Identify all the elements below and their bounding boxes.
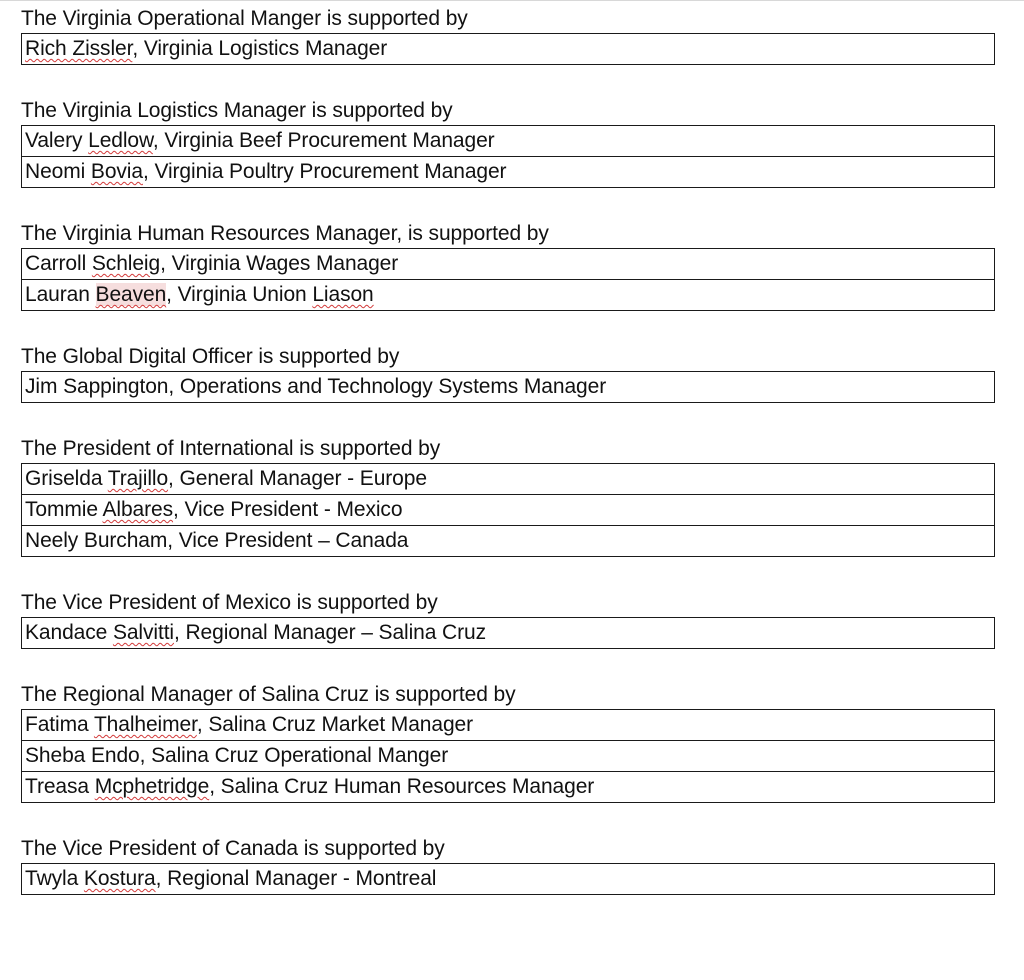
section-heading: The Vice President of Mexico is supported by	[21, 591, 438, 614]
person-role: Regional Manager - Montreal	[167, 867, 437, 890]
person-name: Trajillo	[107, 467, 169, 490]
section-vp-canada	[21, 835, 995, 895]
table-row	[22, 464, 995, 495]
section-heading: The Virginia Logistics Manager is supported by	[21, 99, 453, 122]
section-heading: The Vice President of Canada is supported by	[21, 837, 445, 860]
table-row	[22, 618, 995, 649]
person-name-first: Fatima	[25, 713, 94, 736]
section-heading: The President of International is supported by	[21, 437, 441, 460]
section-president-international	[21, 435, 995, 557]
section-heading: The Virginia Operational Manger is supported by	[21, 7, 468, 30]
table-cell[interactable]	[22, 618, 995, 649]
separator: ,	[168, 467, 180, 490]
supporter-table	[21, 617, 995, 649]
separator: ,	[142, 160, 155, 183]
table-cell[interactable]	[22, 249, 995, 280]
person-role: Virginia Beef Procurement Manager	[164, 129, 495, 152]
separator: ,	[132, 37, 144, 60]
person-role: Vice President - Mexico	[184, 498, 403, 521]
page-top-border	[0, 0, 1024, 1]
table-row	[22, 280, 995, 311]
person-name: Neely Burcham	[25, 529, 168, 552]
section-global-digital-officer	[21, 343, 995, 403]
table-cell[interactable]	[22, 280, 995, 311]
table-cell[interactable]	[22, 157, 995, 188]
person-name: Salvitti	[112, 621, 174, 644]
table-row	[22, 157, 995, 188]
separator: ,	[196, 713, 209, 736]
section-virginia-operational-manager	[21, 5, 995, 65]
section-virginia-hr-manager	[21, 220, 995, 311]
table-row	[22, 741, 995, 772]
table-row	[22, 710, 995, 741]
person-role: Regional Manager – Salina Cruz	[185, 621, 486, 644]
person-name-first: Tommie	[25, 498, 103, 521]
person-name: Schleig	[91, 252, 161, 275]
person-name: Bovia	[90, 160, 143, 183]
person-role-misspelled: Liason	[312, 283, 374, 306]
table-cell[interactable]	[22, 372, 995, 403]
person-role: Virginia Poultry Procurement Manager	[154, 160, 507, 183]
person-name-first: Carroll	[25, 252, 92, 275]
person-role: Salina Cruz Operational Manger	[151, 744, 449, 767]
separator: ,	[139, 744, 152, 767]
table-row	[22, 864, 995, 895]
person-name: Rich Zissler	[25, 37, 133, 60]
supporter-table	[21, 709, 995, 803]
person-name: Sheba Endo	[25, 744, 140, 767]
person-name-first: Treasa	[25, 775, 95, 798]
person-name: Jim Sappington	[25, 375, 169, 398]
table-row	[22, 526, 995, 557]
table-row	[22, 249, 995, 280]
separator: ,	[174, 621, 186, 644]
separator: ,	[209, 775, 221, 798]
person-name-first: Neomi	[25, 160, 91, 183]
supporter-table	[21, 463, 995, 557]
person-role: Salina Cruz Human Resources Manager	[220, 775, 595, 798]
table-row	[22, 126, 995, 157]
table-cell[interactable]	[22, 34, 995, 65]
table-cell[interactable]	[22, 772, 995, 803]
separator: ,	[155, 867, 168, 890]
person-name: Albares	[102, 498, 174, 521]
person-role: Virginia Wages Manager	[171, 252, 399, 275]
person-role: General Manager - Europe	[179, 467, 427, 490]
supporter-table	[21, 33, 995, 65]
separator: ,	[166, 283, 178, 306]
section-regional-manager-salina-cruz	[21, 681, 995, 803]
person-role-prefix: Virginia Union	[177, 283, 313, 306]
person-name: Kostura	[83, 867, 156, 890]
person-role: Operations and Technology Systems Manager	[179, 375, 607, 398]
person-role: Vice President – Canada	[178, 529, 409, 552]
table-row	[22, 372, 995, 403]
person-name: Mcphetridge	[94, 775, 210, 798]
separator: ,	[167, 529, 179, 552]
table-cell[interactable]	[22, 526, 995, 557]
section-heading: The Global Digital Officer is supported by	[21, 345, 400, 368]
table-cell[interactable]	[22, 741, 995, 772]
table-row	[22, 34, 995, 65]
section-vp-mexico	[21, 589, 995, 649]
person-name: Beaven	[95, 283, 167, 306]
supporter-table	[21, 125, 995, 188]
section-heading: The Regional Manager of Salina Cruz is supported by	[21, 683, 516, 706]
person-name-first: Lauran	[25, 283, 96, 306]
table-cell[interactable]	[22, 495, 995, 526]
person-role: Virginia Logistics Manager	[143, 37, 388, 60]
document-page	[21, 5, 995, 927]
supporter-table	[21, 248, 995, 311]
table-row	[22, 495, 995, 526]
table-cell[interactable]	[22, 464, 995, 495]
person-name-first: Kandace	[25, 621, 113, 644]
supporter-table	[21, 863, 995, 895]
separator: ,	[173, 498, 185, 521]
table-cell[interactable]	[22, 126, 995, 157]
section-virginia-logistics-manager	[21, 97, 995, 188]
person-role: Salina Cruz Market Manager	[208, 713, 473, 736]
person-name-first: Twyla	[25, 867, 84, 890]
person-name-first: Griselda	[25, 467, 108, 490]
separator: ,	[160, 252, 172, 275]
table-cell[interactable]	[22, 710, 995, 741]
supporter-table	[21, 371, 995, 403]
separator: ,	[152, 129, 165, 152]
table-row	[22, 772, 995, 803]
separator: ,	[168, 375, 180, 398]
person-name-first: Valery	[25, 129, 89, 152]
section-heading: The Virginia Human Resources Manager, is supported by	[21, 222, 549, 245]
person-name: Thalheimer	[93, 713, 197, 736]
table-cell[interactable]	[22, 864, 995, 895]
person-name: Ledlow	[88, 129, 153, 152]
